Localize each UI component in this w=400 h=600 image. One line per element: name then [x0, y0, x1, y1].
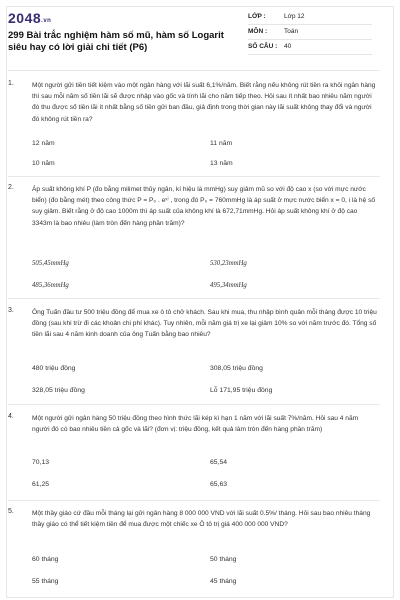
divider	[8, 500, 380, 501]
option-a[interactable]: 480 triệu đồng	[32, 365, 76, 372]
question-3	[8, 307, 380, 417]
meta-table	[248, 10, 372, 55]
question-number: 2.	[8, 184, 14, 191]
option-c[interactable]: 10 năm	[32, 160, 55, 167]
meta-value: Lớp 12	[284, 13, 305, 20]
divider	[8, 404, 380, 405]
meta-row-count	[248, 40, 372, 55]
question-2	[8, 184, 380, 320]
option-d[interactable]: Lỗ 171,95 triệu đồng	[210, 387, 273, 394]
meta-value: 40	[284, 43, 292, 50]
question-text: Áp suất không khí P (đo bằng milimet thủy ngân, kí hiệu là mmHg) suy giảm mũ so với độ cao x (so với mực nước biển) (đo bằng mét) theo công thức P = P₀ . eˣⁱ , trong đó P₀ = 760mmHg là áp suất ở mực nước biển x = 0, i là hệ số suy giảm. Biết rằng ở độ cao 1000m thì áp suất của không khí là 672,71mmHg. Hỏi áp suất không khí ở độ cao 3343m là bao nhiêu (làm tròn đến hàng phần trăm)?	[32, 186, 376, 227]
question-number: 1.	[8, 80, 14, 87]
divider	[8, 298, 380, 299]
option-b[interactable]: 65,54	[210, 459, 228, 466]
option-b[interactable]: 308,05 triệu đồng	[210, 365, 263, 372]
option-b[interactable]: 530,23mmHg	[210, 260, 247, 267]
question-4	[8, 413, 380, 503]
logo-tag: .vn	[41, 18, 52, 24]
option-a[interactable]: 70,13	[32, 459, 50, 466]
question-1	[8, 80, 380, 180]
meta-label: MÔN :	[248, 28, 268, 35]
option-b[interactable]: 11 năm	[210, 140, 233, 147]
option-c[interactable]: 61,25	[32, 481, 50, 488]
option-c[interactable]: 328,05 triệu đồng	[32, 387, 85, 394]
option-d[interactable]: 65,63	[210, 481, 228, 488]
question-number: 3.	[8, 307, 14, 314]
question-text: Một người gửi ngân hàng 50 triệu đồng theo hình thức lãi kép kì hạn 1 năm với lãi suất 7%/năm. Hỏi sau 4 năm người đó có bao nhiêu tiền cả gốc và lãi? (đơn vị: triệu đồng, kết quả làm tròn đến hàng phần trăm)	[32, 415, 359, 434]
meta-row-grade	[248, 10, 372, 25]
question-text: Một người gửi tiền tiết kiệm vào một ngân hàng với lãi suất 6,1%/năm. Biết rằng nếu không rút tiền ra khỏi ngân hàng thì sau mỗi năm số tiền lãi sẽ được nhập vào gốc và tính lãi cho năm tiếp theo. Hỏi sau ít nhất bao nhiêu năm người đó thu được số tiền lãi ít nhất bằng số tiền gửi ban đầu, giả định trong thời gian này lãi suất không thay đổi và người đó không rút tiền ra?	[32, 82, 376, 123]
option-c[interactable]: 55 tháng	[32, 578, 59, 585]
divider	[8, 176, 380, 177]
option-a[interactable]: 12 năm	[32, 140, 55, 147]
question-text: Một thầy giáo cứ đầu mỗi tháng lại gửi ngân hàng 8 000 000 VND với lãi suất 0.5%/ tháng. Hỏi sau bao nhiêu tháng thầy giáo có thể tiết kiệm tiền để mua được một chiếc xe Ô tô trị giá 400 000 000 VND?	[32, 510, 371, 529]
meta-row-subject	[248, 25, 372, 40]
question-text: Ông Tuấn đầu tư 500 triệu đồng để mua xe ô tô chở khách. Sau khi mua, thu nhập bình quân mỗi tháng được 10 triệu đồng (sau khi trừ đi các khoản chi phí khác). Tuy nhiên, mỗi năm giá trị xe lại giảm 10% so với năm trước đó. Tổng số tiền lãi sau 4 năm kinh doanh của ông Tuấn bằng bao nhiêu?	[32, 309, 377, 339]
meta-label: LỚP :	[248, 13, 266, 20]
meta-value: Toán	[284, 28, 299, 35]
option-d[interactable]: 45 tháng	[210, 578, 237, 585]
option-d[interactable]: 13 năm	[210, 160, 233, 167]
option-a[interactable]: 505,45mmHg	[32, 260, 69, 267]
site-logo[interactable]	[8, 10, 51, 26]
document-title: 299 Bài trắc nghiệm hàm số mũ, hàm số Logarit siêu hay có lời giải chi tiết (P6)	[8, 30, 224, 53]
option-c[interactable]: 485,36mmHg	[32, 282, 69, 289]
divider	[8, 70, 380, 71]
option-a[interactable]: 60 tháng	[32, 556, 59, 563]
option-d[interactable]: 495,34mmHg	[210, 282, 247, 289]
question-number: 4.	[8, 413, 14, 420]
question-5	[8, 508, 380, 596]
meta-label: SỐ CÂU :	[248, 43, 278, 50]
logo-text: 2048	[8, 10, 42, 26]
question-number: 5.	[8, 508, 14, 515]
option-b[interactable]: 50 tháng	[210, 556, 237, 563]
